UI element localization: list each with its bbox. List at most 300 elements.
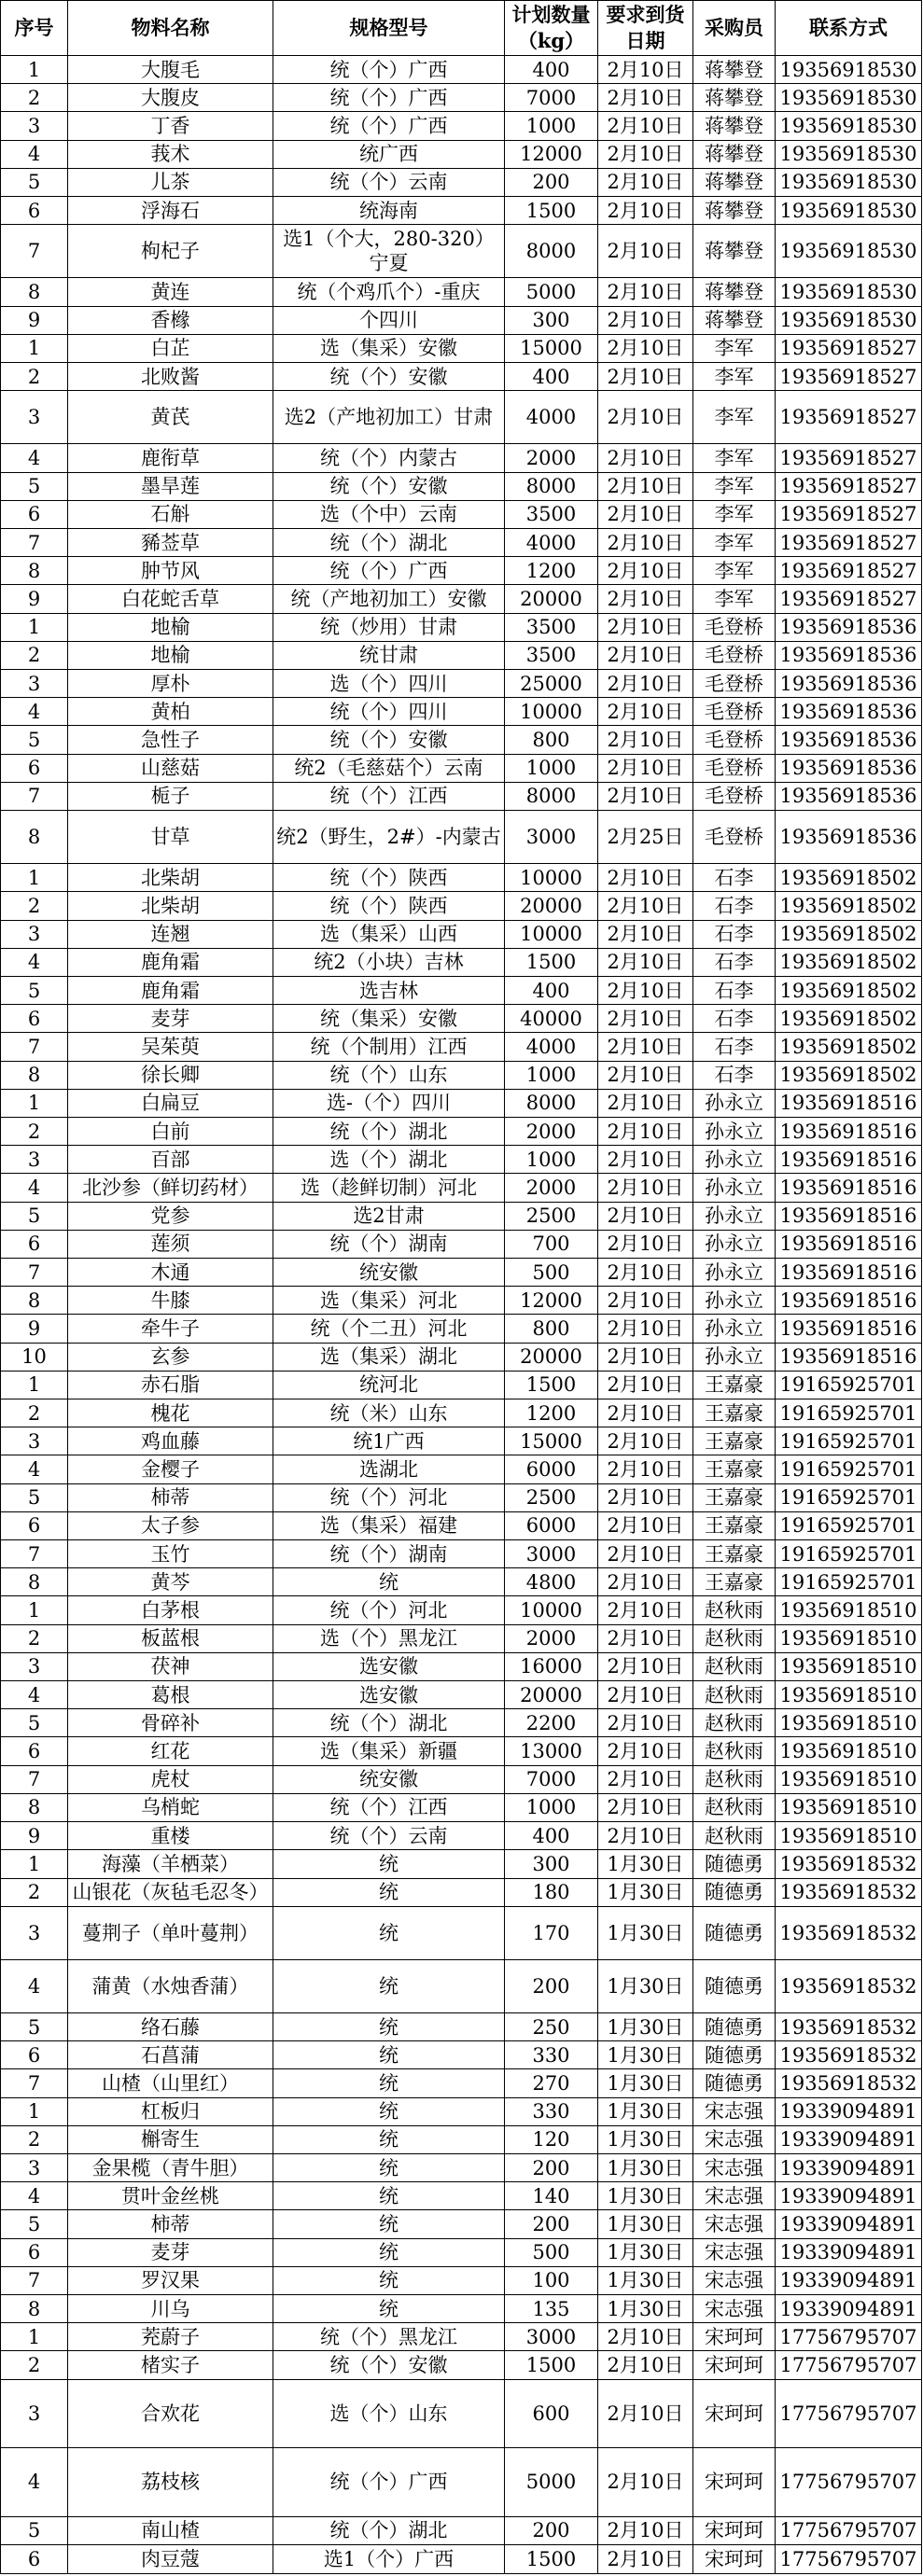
cell-contact: 17756795707	[776, 2379, 922, 2448]
cell-quantity: 200	[505, 2516, 598, 2544]
cell-spec: 统甘肃	[273, 641, 505, 669]
table-row	[1, 698, 922, 726]
table-row	[1, 1061, 922, 1089]
cell-material-name: 百部	[68, 1146, 273, 1174]
cell-quantity: 12000	[505, 140, 598, 168]
cell-buyer: 宋珂珂	[693, 2379, 776, 2448]
cell-buyer: 蒋攀登	[693, 84, 776, 112]
cell-contact: 19356918510	[776, 1765, 922, 1793]
cell-buyer: 石李	[693, 1005, 776, 1033]
cell-material-name: 山楂（山里红）	[68, 2069, 273, 2097]
cell-buyer: 孙永立	[693, 1230, 776, 1258]
cell-quantity: 1200	[505, 1399, 598, 1427]
cell-due-date: 1月30日	[598, 2210, 693, 2238]
cell-quantity: 8000	[505, 1089, 598, 1117]
cell-buyer: 宋珂珂	[693, 2516, 776, 2544]
cell-buyer: 石李	[693, 892, 776, 920]
cell-quantity: 10000	[505, 698, 598, 726]
cell-contact: 19356918532	[776, 2013, 922, 2041]
table-row	[1, 1906, 922, 1959]
cell-buyer: 蒋攀登	[693, 306, 776, 334]
cell-due-date: 2月10日	[598, 726, 693, 754]
cell-buyer: 赵秋雨	[693, 1652, 776, 1680]
cell-buyer: 王嘉豪	[693, 1455, 776, 1483]
cell-due-date: 2月10日	[598, 1230, 693, 1258]
cell-spec: 统	[273, 1850, 505, 1878]
cell-buyer: 李军	[693, 363, 776, 391]
cell-spec: 统广西	[273, 140, 505, 168]
cell-spec: 统	[273, 2069, 505, 2097]
cell-quantity: 4000	[505, 528, 598, 556]
table-row	[1, 1737, 922, 1765]
cell-due-date: 2月10日	[598, 1343, 693, 1371]
cell-spec: 统（个）湖北	[273, 1709, 505, 1737]
cell-due-date: 1月30日	[598, 2154, 693, 2182]
cell-buyer: 宋志强	[693, 2210, 776, 2238]
cell-due-date: 1月30日	[598, 1959, 693, 2012]
cell-quantity: 800	[505, 1315, 598, 1343]
cell-contact: 19356918527	[776, 391, 922, 444]
cell-spec: 统	[273, 2097, 505, 2125]
cell-material-name: 玄参	[68, 1343, 273, 1371]
cell-contact: 17756795707	[776, 2323, 922, 2351]
cell-quantity: 4000	[505, 1033, 598, 1061]
cell-buyer: 赵秋雨	[693, 1709, 776, 1737]
cell-quantity: 1000	[505, 754, 598, 782]
cell-quantity: 4000	[505, 391, 598, 444]
cell-index: 6	[1, 2041, 68, 2069]
cell-material-name: 重楼	[68, 1822, 273, 1850]
cell-material-name: 石菖蒲	[68, 2041, 273, 2069]
cell-index: 7	[1, 782, 68, 810]
cell-index: 7	[1, 1765, 68, 1793]
cell-due-date: 1月30日	[598, 2295, 693, 2323]
cell-due-date: 2月10日	[598, 2323, 693, 2351]
cell-buyer: 石李	[693, 948, 776, 976]
cell-quantity: 140	[505, 2182, 598, 2210]
cell-buyer: 石李	[693, 864, 776, 892]
cell-material-name: 虎杖	[68, 1765, 273, 1793]
cell-material-name: 墨旱莲	[68, 472, 273, 500]
table-row	[1, 1146, 922, 1174]
cell-spec: 统	[273, 1906, 505, 1959]
header-spec: 规格型号	[273, 1, 505, 56]
cell-spec: 统安徽	[273, 1765, 505, 1793]
cell-material-name: 牵牛子	[68, 1315, 273, 1343]
cell-index: 2	[1, 641, 68, 669]
table-row	[1, 1230, 922, 1258]
table-row	[1, 84, 922, 112]
cell-buyer: 李军	[693, 444, 776, 472]
cell-quantity: 3500	[505, 641, 598, 669]
cell-buyer: 宋志强	[693, 2097, 776, 2125]
cell-material-name: 红花	[68, 1737, 273, 1765]
cell-contact: 19356918532	[776, 2069, 922, 2097]
cell-quantity: 8000	[505, 225, 598, 278]
cell-spec: 统海南	[273, 197, 505, 225]
table-row	[1, 585, 922, 613]
cell-contact: 19356918527	[776, 585, 922, 613]
cell-due-date: 2月10日	[598, 1624, 693, 1652]
table-row	[1, 500, 922, 528]
cell-spec: 统（个）广西	[273, 112, 505, 140]
cell-due-date: 2月10日	[598, 1765, 693, 1793]
cell-material-name: 海藻（羊栖菜）	[68, 1850, 273, 1878]
cell-index: 5	[1, 2516, 68, 2544]
cell-quantity: 3500	[505, 613, 598, 641]
cell-index: 8	[1, 557, 68, 585]
table-row	[1, 670, 922, 698]
table-row	[1, 1371, 922, 1399]
cell-index: 7	[1, 225, 68, 278]
cell-buyer: 赵秋雨	[693, 1822, 776, 1850]
cell-buyer: 宋珂珂	[693, 2351, 776, 2379]
cell-index: 9	[1, 306, 68, 334]
cell-spec: 统（个）安徽	[273, 726, 505, 754]
cell-index: 1	[1, 56, 68, 84]
cell-quantity: 15000	[505, 1427, 598, 1455]
cell-material-name: 金果榄（青牛胆）	[68, 2154, 273, 2182]
cell-spec: 统	[273, 1878, 505, 1906]
table-row	[1, 56, 922, 84]
table-row	[1, 811, 922, 864]
cell-quantity: 1000	[505, 112, 598, 140]
header-row	[1, 1, 922, 56]
cell-material-name: 鸡血藤	[68, 1427, 273, 1455]
cell-index: 4	[1, 1959, 68, 2012]
cell-material-name: 大腹毛	[68, 56, 273, 84]
cell-spec: 统（个）安徽	[273, 472, 505, 500]
cell-due-date: 1月30日	[598, 2266, 693, 2294]
cell-due-date: 2月10日	[598, 1822, 693, 1850]
cell-quantity: 400	[505, 1822, 598, 1850]
cell-index: 3	[1, 112, 68, 140]
cell-index: 9	[1, 1315, 68, 1343]
cell-buyer: 蒋攀登	[693, 140, 776, 168]
cell-due-date: 2月10日	[598, 1483, 693, 1511]
cell-index: 5	[1, 726, 68, 754]
cell-due-date: 2月10日	[598, 1118, 693, 1146]
cell-spec: 选湖北	[273, 1455, 505, 1483]
cell-due-date: 1月30日	[598, 2041, 693, 2069]
cell-spec: 统（米）山东	[273, 1399, 505, 1427]
table-row	[1, 920, 922, 948]
cell-due-date: 2月10日	[598, 1005, 693, 1033]
cell-buyer: 孙永立	[693, 1315, 776, 1343]
cell-buyer: 蒋攀登	[693, 168, 776, 196]
cell-index: 3	[1, 391, 68, 444]
cell-spec: 统（个）河北	[273, 1596, 505, 1624]
cell-index: 8	[1, 1568, 68, 1596]
cell-due-date: 2月10日	[598, 84, 693, 112]
cell-material-name: 豨莶草	[68, 528, 273, 556]
table-row	[1, 1681, 922, 1709]
cell-spec: 统	[273, 2210, 505, 2238]
cell-spec: 选（趁鲜切制）河北	[273, 1174, 505, 1202]
cell-buyer: 孙永立	[693, 1118, 776, 1146]
cell-quantity: 200	[505, 168, 598, 196]
cell-index: 3	[1, 2379, 68, 2448]
table-row	[1, 2516, 922, 2544]
table-row	[1, 1540, 922, 1568]
cell-spec: 统（个）江西	[273, 782, 505, 810]
cell-quantity: 5000	[505, 278, 598, 306]
cell-spec: 统2（小块）吉林	[273, 948, 505, 976]
cell-contact: 19356918510	[776, 1596, 922, 1624]
cell-index: 3	[1, 1906, 68, 1959]
cell-spec: 统	[273, 2238, 505, 2266]
cell-contact: 19165925701	[776, 1455, 922, 1483]
cell-spec: 统（个鸡爪个）-重庆	[273, 278, 505, 306]
cell-due-date: 1月30日	[598, 1906, 693, 1959]
cell-contact: 19356918516	[776, 1118, 922, 1146]
table-row	[1, 2351, 922, 2379]
cell-quantity: 1500	[505, 2544, 598, 2573]
cell-index: 7	[1, 528, 68, 556]
table-row	[1, 2266, 922, 2294]
cell-contact: 19356918536	[776, 754, 922, 782]
table-row	[1, 2295, 922, 2323]
cell-quantity: 2000	[505, 444, 598, 472]
cell-due-date: 1月30日	[598, 1850, 693, 1878]
cell-buyer: 孙永立	[693, 1287, 776, 1315]
cell-quantity: 2000	[505, 1118, 598, 1146]
cell-index: 5	[1, 472, 68, 500]
cell-contact: 19339094891	[776, 2210, 922, 2238]
cell-material-name: 牛膝	[68, 1287, 273, 1315]
table-row	[1, 1959, 922, 2012]
cell-quantity: 300	[505, 1850, 598, 1878]
cell-due-date: 2月10日	[598, 1652, 693, 1680]
cell-material-name: 北柴胡	[68, 892, 273, 920]
cell-material-name: 丁香	[68, 112, 273, 140]
cell-material-name: 浮海石	[68, 197, 273, 225]
cell-due-date: 1月30日	[598, 2182, 693, 2210]
cell-contact: 19165925701	[776, 1371, 922, 1399]
cell-quantity: 1500	[505, 948, 598, 976]
cell-contact: 19356918532	[776, 1850, 922, 1878]
cell-index: 7	[1, 2069, 68, 2097]
cell-contact: 19356918502	[776, 892, 922, 920]
cell-contact: 19356918532	[776, 1959, 922, 2012]
cell-index: 6	[1, 1005, 68, 1033]
cell-buyer: 王嘉豪	[693, 1427, 776, 1455]
cell-contact: 17756795707	[776, 2516, 922, 2544]
cell-quantity: 200	[505, 1959, 598, 2012]
table-row	[1, 1174, 922, 1202]
cell-contact: 17756795707	[776, 2544, 922, 2573]
cell-quantity: 2500	[505, 1483, 598, 1511]
cell-quantity: 3000	[505, 1540, 598, 1568]
cell-due-date: 2月10日	[598, 56, 693, 84]
cell-quantity: 1000	[505, 1061, 598, 1089]
cell-quantity: 600	[505, 2379, 598, 2448]
cell-buyer: 王嘉豪	[693, 1371, 776, 1399]
cell-material-name: 槲寄生	[68, 2125, 273, 2153]
cell-material-name: 大腹皮	[68, 84, 273, 112]
cell-quantity: 2500	[505, 1202, 598, 1230]
cell-spec: 选（集采）安徽	[273, 334, 505, 362]
cell-due-date: 2月10日	[598, 444, 693, 472]
cell-spec: 统（产地初加工）安徽	[273, 585, 505, 613]
cell-spec: 统（个）广西	[273, 2448, 505, 2517]
cell-index: 5	[1, 977, 68, 1005]
cell-index: 1	[1, 1089, 68, 1117]
table-row	[1, 363, 922, 391]
cell-material-name: 北沙参（鲜切药材）	[68, 1174, 273, 1202]
header-due-date: 要求到货日期	[598, 1, 693, 56]
cell-buyer: 孙永立	[693, 1089, 776, 1117]
cell-quantity: 330	[505, 2097, 598, 2125]
cell-index: 2	[1, 84, 68, 112]
cell-material-name: 莲须	[68, 1230, 273, 1258]
cell-quantity: 1500	[505, 1371, 598, 1399]
cell-due-date: 2月10日	[598, 557, 693, 585]
table-row	[1, 1483, 922, 1511]
cell-buyer: 李军	[693, 528, 776, 556]
cell-quantity: 2200	[505, 1709, 598, 1737]
cell-due-date: 2月10日	[598, 2379, 693, 2448]
cell-quantity: 200	[505, 2154, 598, 2182]
cell-material-name: 蒲黄（水烛香蒲）	[68, 1959, 273, 2012]
cell-material-name: 茺蔚子	[68, 2323, 273, 2351]
cell-contact: 19356918502	[776, 1033, 922, 1061]
cell-buyer: 李军	[693, 334, 776, 362]
table-row	[1, 613, 922, 641]
cell-spec: 统（个）云南	[273, 1822, 505, 1850]
cell-due-date: 2月10日	[598, 363, 693, 391]
cell-index: 4	[1, 1174, 68, 1202]
cell-buyer: 宋珂珂	[693, 2448, 776, 2517]
cell-quantity: 6000	[505, 1511, 598, 1539]
cell-spec: 统（个）山东	[273, 1061, 505, 1089]
table-row	[1, 2544, 922, 2573]
cell-spec: 统（个）湖北	[273, 1118, 505, 1146]
cell-due-date: 2月10日	[598, 1089, 693, 1117]
cell-buyer: 随德勇	[693, 1959, 776, 2012]
cell-material-name: 白花蛇舌草	[68, 585, 273, 613]
cell-buyer: 李军	[693, 500, 776, 528]
table-row	[1, 1315, 922, 1343]
table-row	[1, 2238, 922, 2266]
cell-quantity: 135	[505, 2295, 598, 2323]
cell-due-date: 2月10日	[598, 334, 693, 362]
cell-contact: 17756795707	[776, 2448, 922, 2517]
cell-spec: 选（集采）山西	[273, 920, 505, 948]
cell-index: 4	[1, 1455, 68, 1483]
table-row	[1, 1765, 922, 1793]
cell-contact: 19356918516	[776, 1202, 922, 1230]
cell-buyer: 随德勇	[693, 1906, 776, 1959]
cell-contact: 19356918510	[776, 1681, 922, 1709]
cell-index: 2	[1, 1399, 68, 1427]
cell-material-name: 板蓝根	[68, 1624, 273, 1652]
table-row	[1, 782, 922, 810]
cell-spec: 统（个）河北	[273, 1483, 505, 1511]
cell-buyer: 石李	[693, 920, 776, 948]
cell-quantity: 170	[505, 1906, 598, 1959]
cell-buyer: 石李	[693, 977, 776, 1005]
cell-contact: 19339094891	[776, 2238, 922, 2266]
cell-quantity: 400	[505, 363, 598, 391]
cell-due-date: 2月10日	[598, 528, 693, 556]
cell-quantity: 20000	[505, 892, 598, 920]
cell-quantity: 500	[505, 2238, 598, 2266]
cell-due-date: 1月30日	[598, 2125, 693, 2153]
cell-spec: 统（个）湖北	[273, 2516, 505, 2544]
cell-spec: 选2（产地初加工）甘肃	[273, 391, 505, 444]
cell-material-name: 络石藤	[68, 2013, 273, 2041]
cell-due-date: 2月10日	[598, 1371, 693, 1399]
cell-contact: 19356918536	[776, 613, 922, 641]
table-row	[1, 641, 922, 669]
cell-index: 6	[1, 1230, 68, 1258]
cell-buyer: 李军	[693, 472, 776, 500]
cell-material-name: 肿节风	[68, 557, 273, 585]
cell-material-name: 麦芽	[68, 1005, 273, 1033]
cell-contact: 19356918527	[776, 500, 922, 528]
cell-index: 9	[1, 1822, 68, 1850]
cell-index: 4	[1, 140, 68, 168]
cell-due-date: 2月10日	[598, 1399, 693, 1427]
cell-index: 2	[1, 363, 68, 391]
cell-buyer: 孙永立	[693, 1146, 776, 1174]
cell-material-name: 吴茱萸	[68, 1033, 273, 1061]
cell-quantity: 6000	[505, 1455, 598, 1483]
cell-index: 5	[1, 168, 68, 196]
cell-contact: 19356918530	[776, 140, 922, 168]
cell-due-date: 2月10日	[598, 977, 693, 1005]
cell-contact: 19356918502	[776, 1061, 922, 1089]
cell-spec: 统（炒用）甘肃	[273, 613, 505, 641]
table-row	[1, 948, 922, 976]
cell-material-name: 黄芩	[68, 1568, 273, 1596]
cell-material-name: 蔓荆子（单叶蔓荆）	[68, 1906, 273, 1959]
cell-due-date: 2月10日	[598, 782, 693, 810]
cell-spec: 统（个）湖南	[273, 1230, 505, 1258]
cell-contact: 19356918532	[776, 1906, 922, 1959]
cell-material-name: 白扁豆	[68, 1089, 273, 1117]
cell-buyer: 蒋攀登	[693, 225, 776, 278]
table-row	[1, 278, 922, 306]
cell-material-name: 柿蒂	[68, 2210, 273, 2238]
cell-contact: 19356918510	[776, 1709, 922, 1737]
cell-due-date: 2月10日	[598, 197, 693, 225]
cell-index: 2	[1, 1624, 68, 1652]
cell-spec: 选1（个）广西	[273, 2544, 505, 2573]
cell-material-name: 栀子	[68, 782, 273, 810]
cell-buyer: 毛登桥	[693, 811, 776, 864]
cell-spec: 统	[273, 2266, 505, 2294]
cell-spec: 选（个）四川	[273, 670, 505, 698]
cell-buyer: 毛登桥	[693, 641, 776, 669]
cell-spec: 统（个）安徽	[273, 2351, 505, 2379]
cell-spec: 统（个）黑龙江	[273, 2323, 505, 2351]
table-row	[1, 1850, 922, 1878]
cell-contact: 19339094891	[776, 2125, 922, 2153]
cell-material-name: 黄连	[68, 278, 273, 306]
cell-index: 1	[1, 1596, 68, 1624]
cell-material-name: 骨碎补	[68, 1709, 273, 1737]
table-row	[1, 1511, 922, 1539]
cell-quantity: 1000	[505, 1146, 598, 1174]
cell-quantity: 100	[505, 2266, 598, 2294]
table-row	[1, 1709, 922, 1737]
cell-contact: 19356918516	[776, 1315, 922, 1343]
cell-material-name: 地榆	[68, 641, 273, 669]
cell-buyer: 赵秋雨	[693, 1737, 776, 1765]
cell-due-date: 1月30日	[598, 2069, 693, 2097]
